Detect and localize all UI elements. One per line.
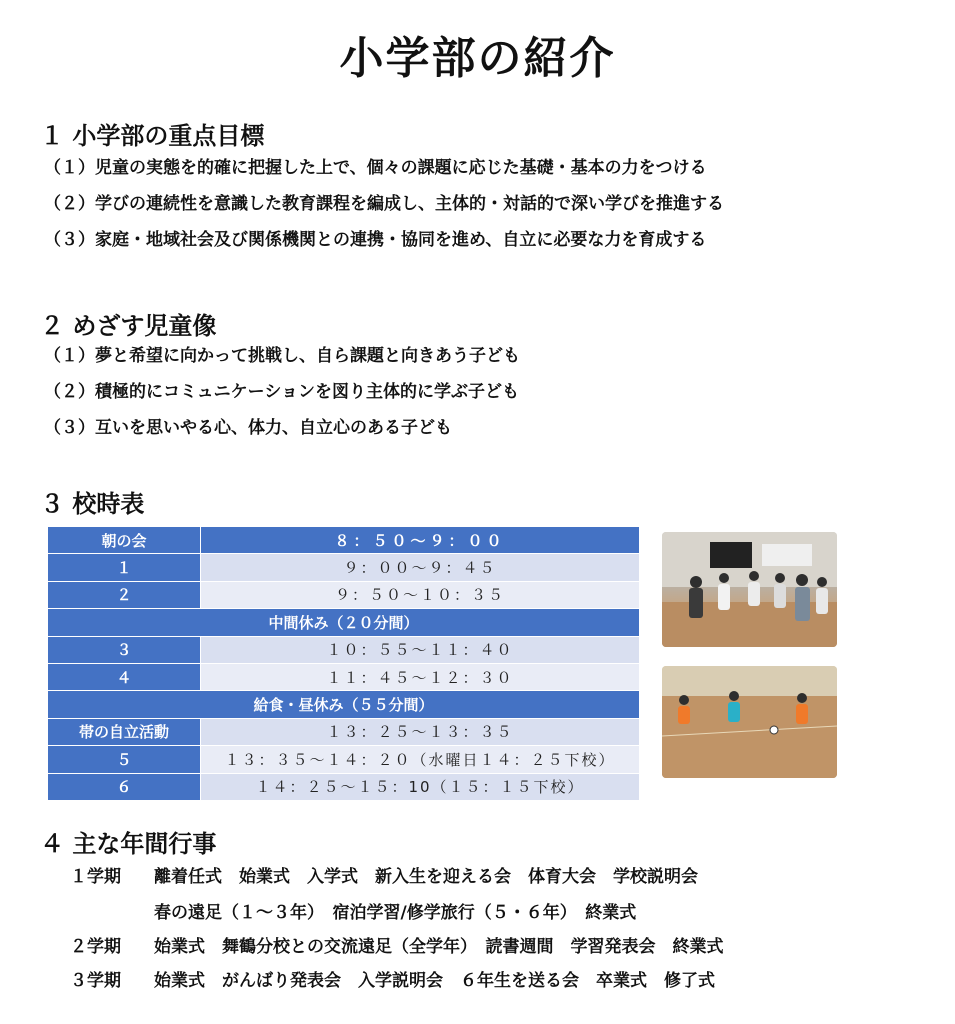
- period-time: １３：２５～１３：３５: [201, 718, 640, 745]
- goal-item: （３）家庭・地域社会及び関係機関との連携・協同を進め、自立に必要な力を育成する: [44, 230, 707, 250]
- timetable-row: [48, 636, 640, 663]
- timetable-row: [48, 581, 640, 608]
- break-label: 給食・昼休み（５５分間）: [48, 691, 640, 718]
- period-time: １０：５５～１１：４０: [201, 636, 640, 663]
- timetable-row: [48, 718, 640, 745]
- period-label: ６: [48, 773, 201, 800]
- period-label: 朝の会: [48, 527, 201, 554]
- timetable-row: [48, 527, 640, 554]
- event-list: 始業式 がんばり発表会 入学説明会 ６年生を送る会 卒業式 修了式: [154, 971, 715, 991]
- period-time: １１：４５～１２：３０: [201, 663, 640, 690]
- gym-soccer-photo: [662, 666, 837, 778]
- period-time: ８：５０～９：００: [201, 527, 640, 554]
- period-time: ９：００～９：４５: [201, 554, 640, 581]
- period-label: ５: [48, 746, 201, 773]
- timetable-row: [48, 691, 640, 718]
- section-heading-ideal-child: ２ めざす児童像: [40, 312, 217, 340]
- event-list: 春の遠足（１～３年） 宿泊学習/修学旅行（５・６年） 終業式: [154, 903, 637, 923]
- term-label: ２学期: [70, 937, 121, 957]
- event-list: 離着任式 始業式 入学式 新入生を迎える会 体育大会 学校説明会: [154, 867, 698, 887]
- section-heading-timetable: ３ 校時表: [40, 490, 145, 518]
- break-label: 中間休み（２０分間）: [48, 609, 640, 636]
- classroom-photo: [662, 532, 837, 647]
- section-heading-annual-events: ４ 主な年間行事: [40, 830, 217, 858]
- goal-item: （２）学びの連続性を意識した教育課程を編成し、主体的・対話的で深い学びを推進する: [44, 194, 724, 214]
- timetable-row: [48, 773, 640, 800]
- term-label: １学期: [70, 867, 121, 887]
- term-label: ３学期: [70, 971, 121, 991]
- ideal-child-item: （１）夢と希望に向かって挑戦し、自ら課題と向きあう子ども: [44, 346, 520, 366]
- timetable: [47, 526, 640, 801]
- ideal-child-item: （３）互いを思いやる心、体力、自立心のある子ども: [44, 418, 452, 438]
- period-time: １４：２５～１５：10（１５：１５下校）: [201, 773, 640, 800]
- page-title: 小学部の紹介: [339, 33, 616, 84]
- period-label: ３: [48, 636, 201, 663]
- timetable-row: [48, 746, 640, 773]
- period-label: ４: [48, 663, 201, 690]
- period-time: ９：５０～１０：３５: [201, 581, 640, 608]
- goals-list: [44, 152, 924, 260]
- period-label: １: [48, 554, 201, 581]
- timetable-row: [48, 609, 640, 636]
- ideal-child-item: （２）積極的にコミュニケーションを図り主体的に学ぶ子ども: [44, 382, 519, 402]
- goal-item: （１）児童の実態を的確に把握した上で、個々の課題に応じた基礎・基本の力をつける: [44, 158, 707, 178]
- period-label: ２: [48, 581, 201, 608]
- event-list: 始業式 舞鶴分校との交流遠足（全学年） 読書週間 学習発表会 終業式: [154, 937, 724, 957]
- period-time: １３：３５～１４：２０（水曜日１４：２５下校）: [201, 746, 640, 773]
- period-label: 帯の自立活動: [48, 718, 201, 745]
- timetable-row: [48, 663, 640, 690]
- ideal-child-list: [44, 340, 924, 448]
- timetable-row: [48, 554, 640, 581]
- section-heading-goals: １ 小学部の重点目標: [40, 122, 265, 150]
